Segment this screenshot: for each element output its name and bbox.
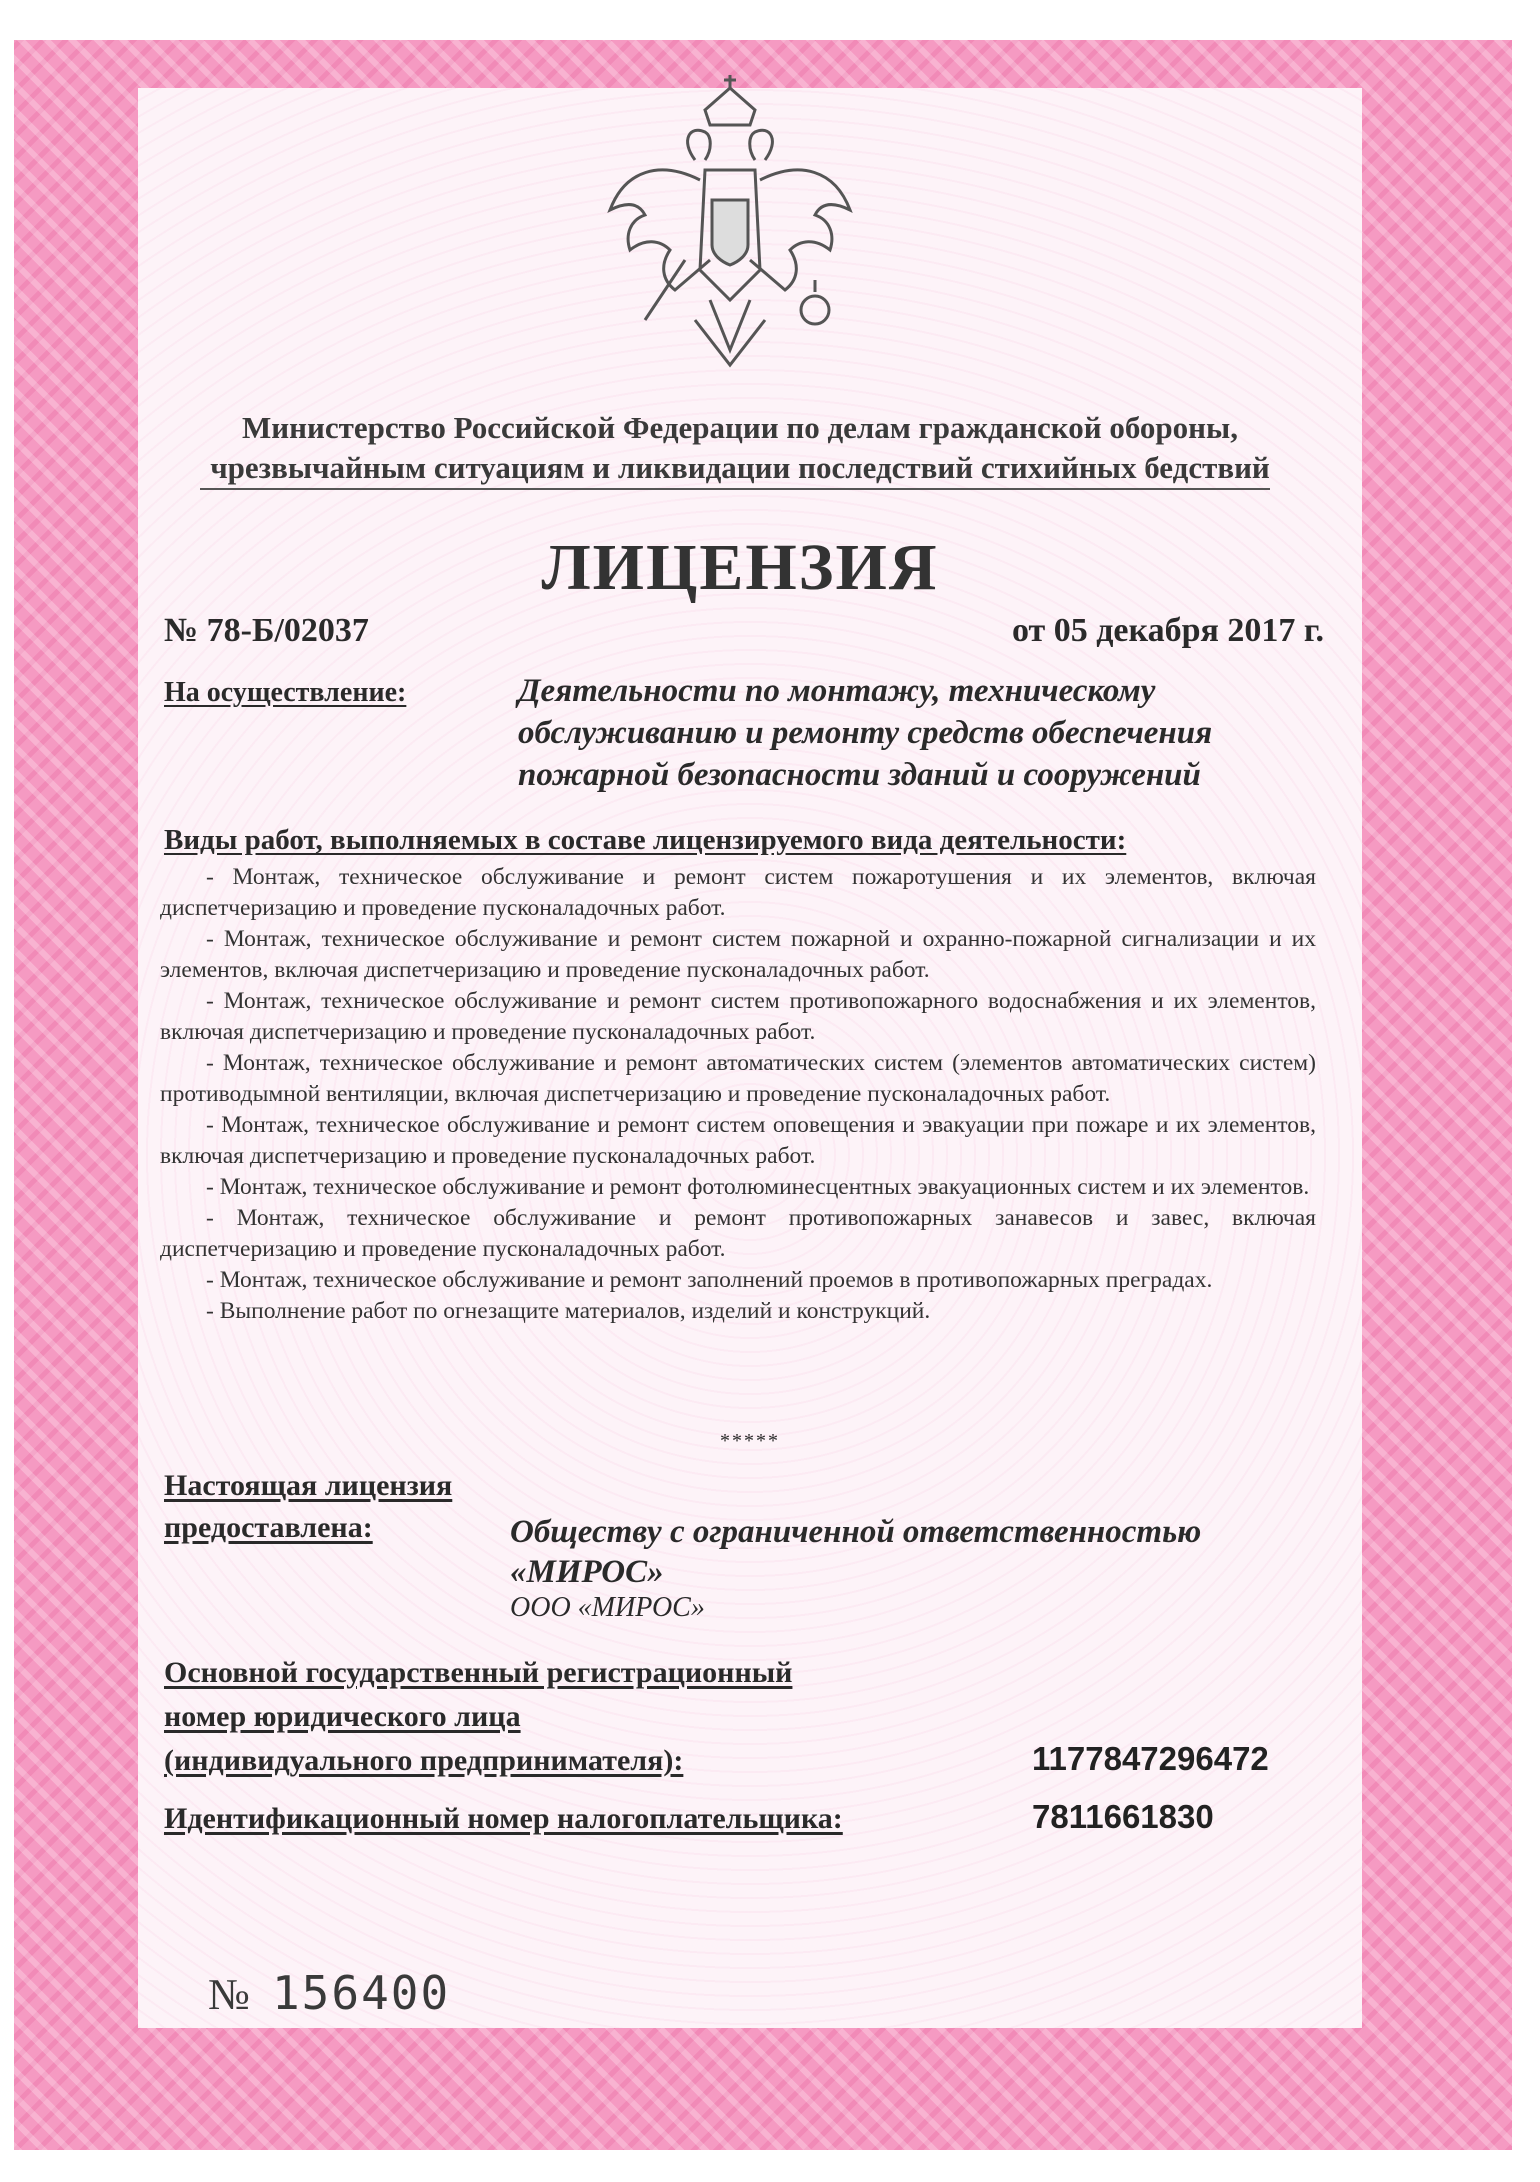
document-title: ЛИЦЕНЗИЯ <box>541 531 939 604</box>
work-item: - Монтаж, техническое обслуживание и ремонт систем пожарной и охранно-пожарной сигнализации и их элементов, включая диспетчеризацию и проведение пусконаладочных работ. <box>160 926 1316 983</box>
purpose-line-2: обслуживанию и ремонту средств обеспечения <box>518 715 1213 751</box>
work-item: - Монтаж, техническое обслуживание и ремонт фотолюминесцентных эвакуационных систем и их элементов. <box>206 1174 1310 1200</box>
work-item: - Монтаж, техническое обслуживание и ремонт систем противопожарного водоснабжения и их элементов, включая диспетчеризацию и проведение пусконаладочных работ. <box>160 988 1316 1045</box>
work-item: - Выполнение работ по огнезащите материалов, изделий и конструкций. <box>206 1298 931 1324</box>
separator-stars: ***** <box>720 1430 780 1452</box>
license-date: от 05 декабря 2017 г. <box>1011 612 1324 649</box>
ministry-underline <box>200 488 1270 490</box>
work-item: - Монтаж, техническое обслуживание и ремонт систем пожаротушения и их элементов, включая диспетчеризацию и проведение пусконаладочных работ. <box>160 864 1316 921</box>
double-headed-eagle-icon <box>600 70 860 370</box>
purpose-line-1: Деятельности по монтажу, техническому <box>518 673 1156 709</box>
inn-value: 7811661830 <box>1032 1798 1214 1835</box>
work-item: - Монтаж, техническое обслуживание и ремонт заполнений проемов в противопожарных преградах. <box>206 1267 1213 1293</box>
organization-line-2: «МИРОС» <box>510 1554 664 1590</box>
ministry-line-2: чрезвычайным ситуациям и ликвидации последствий стихийных бедствий <box>210 450 1270 485</box>
serial-number: 156400 <box>271 1966 451 2020</box>
serial-prefix: № <box>208 1970 252 2019</box>
granted-label-line-2: предоставлена: <box>164 1511 373 1544</box>
form-serial-number <box>208 1966 450 2020</box>
organization-name <box>510 1512 1310 1592</box>
organization-short-name: ООО «МИРОС» <box>510 1592 705 1623</box>
ogrn-value: 1177847296472 <box>1032 1740 1269 1777</box>
ogrn-label-line-3: (индивидуального предпринимателя): <box>164 1744 684 1777</box>
purpose-line-3: пожарной безопасности зданий и сооружений <box>518 757 1201 793</box>
ministry-line-1: Министерство Российской Федерации по делам гражданской обороны, <box>242 410 1238 445</box>
ogrn-label-line-1: Основной государственный регистрационный <box>164 1656 793 1689</box>
works-header: Виды работ, выполняемых в составе лицензируемого вида деятельности: <box>164 824 1127 856</box>
inn-label: Идентификационный номер налогоплательщика: <box>164 1802 843 1835</box>
works-list <box>160 862 1316 1327</box>
purpose-text <box>518 670 1318 796</box>
purpose-label: На осуществление: <box>164 677 407 708</box>
work-item: - Монтаж, техническое обслуживание и ремонт систем оповещения и эвакуации при пожаре и их элементов, включая диспетчеризацию и проведение пусконаладочных работ. <box>160 1112 1316 1169</box>
granted-label-line-1: Настоящая лицензия <box>164 1469 453 1502</box>
license-number: № 78-Б/02037 <box>164 612 369 649</box>
organization-line-1: Обществу с ограниченной ответственностью <box>510 1514 1202 1550</box>
ministry-name <box>190 408 1290 488</box>
coat-of-arms-emblem <box>600 70 860 370</box>
work-item: - Монтаж, техническое обслуживание и ремонт противопожарных занавесов и завес, включая диспетчеризацию и проведение пусконаладочных работ. <box>160 1205 1316 1262</box>
ogrn-label-line-2: номер юридического лица <box>164 1700 521 1733</box>
work-item: - Монтаж, техническое обслуживание и ремонт автоматических систем (элементов автоматических систем) противодымной вентиляции, включая диспетчеризацию и проведение пусконаладочных работ. <box>160 1050 1316 1107</box>
